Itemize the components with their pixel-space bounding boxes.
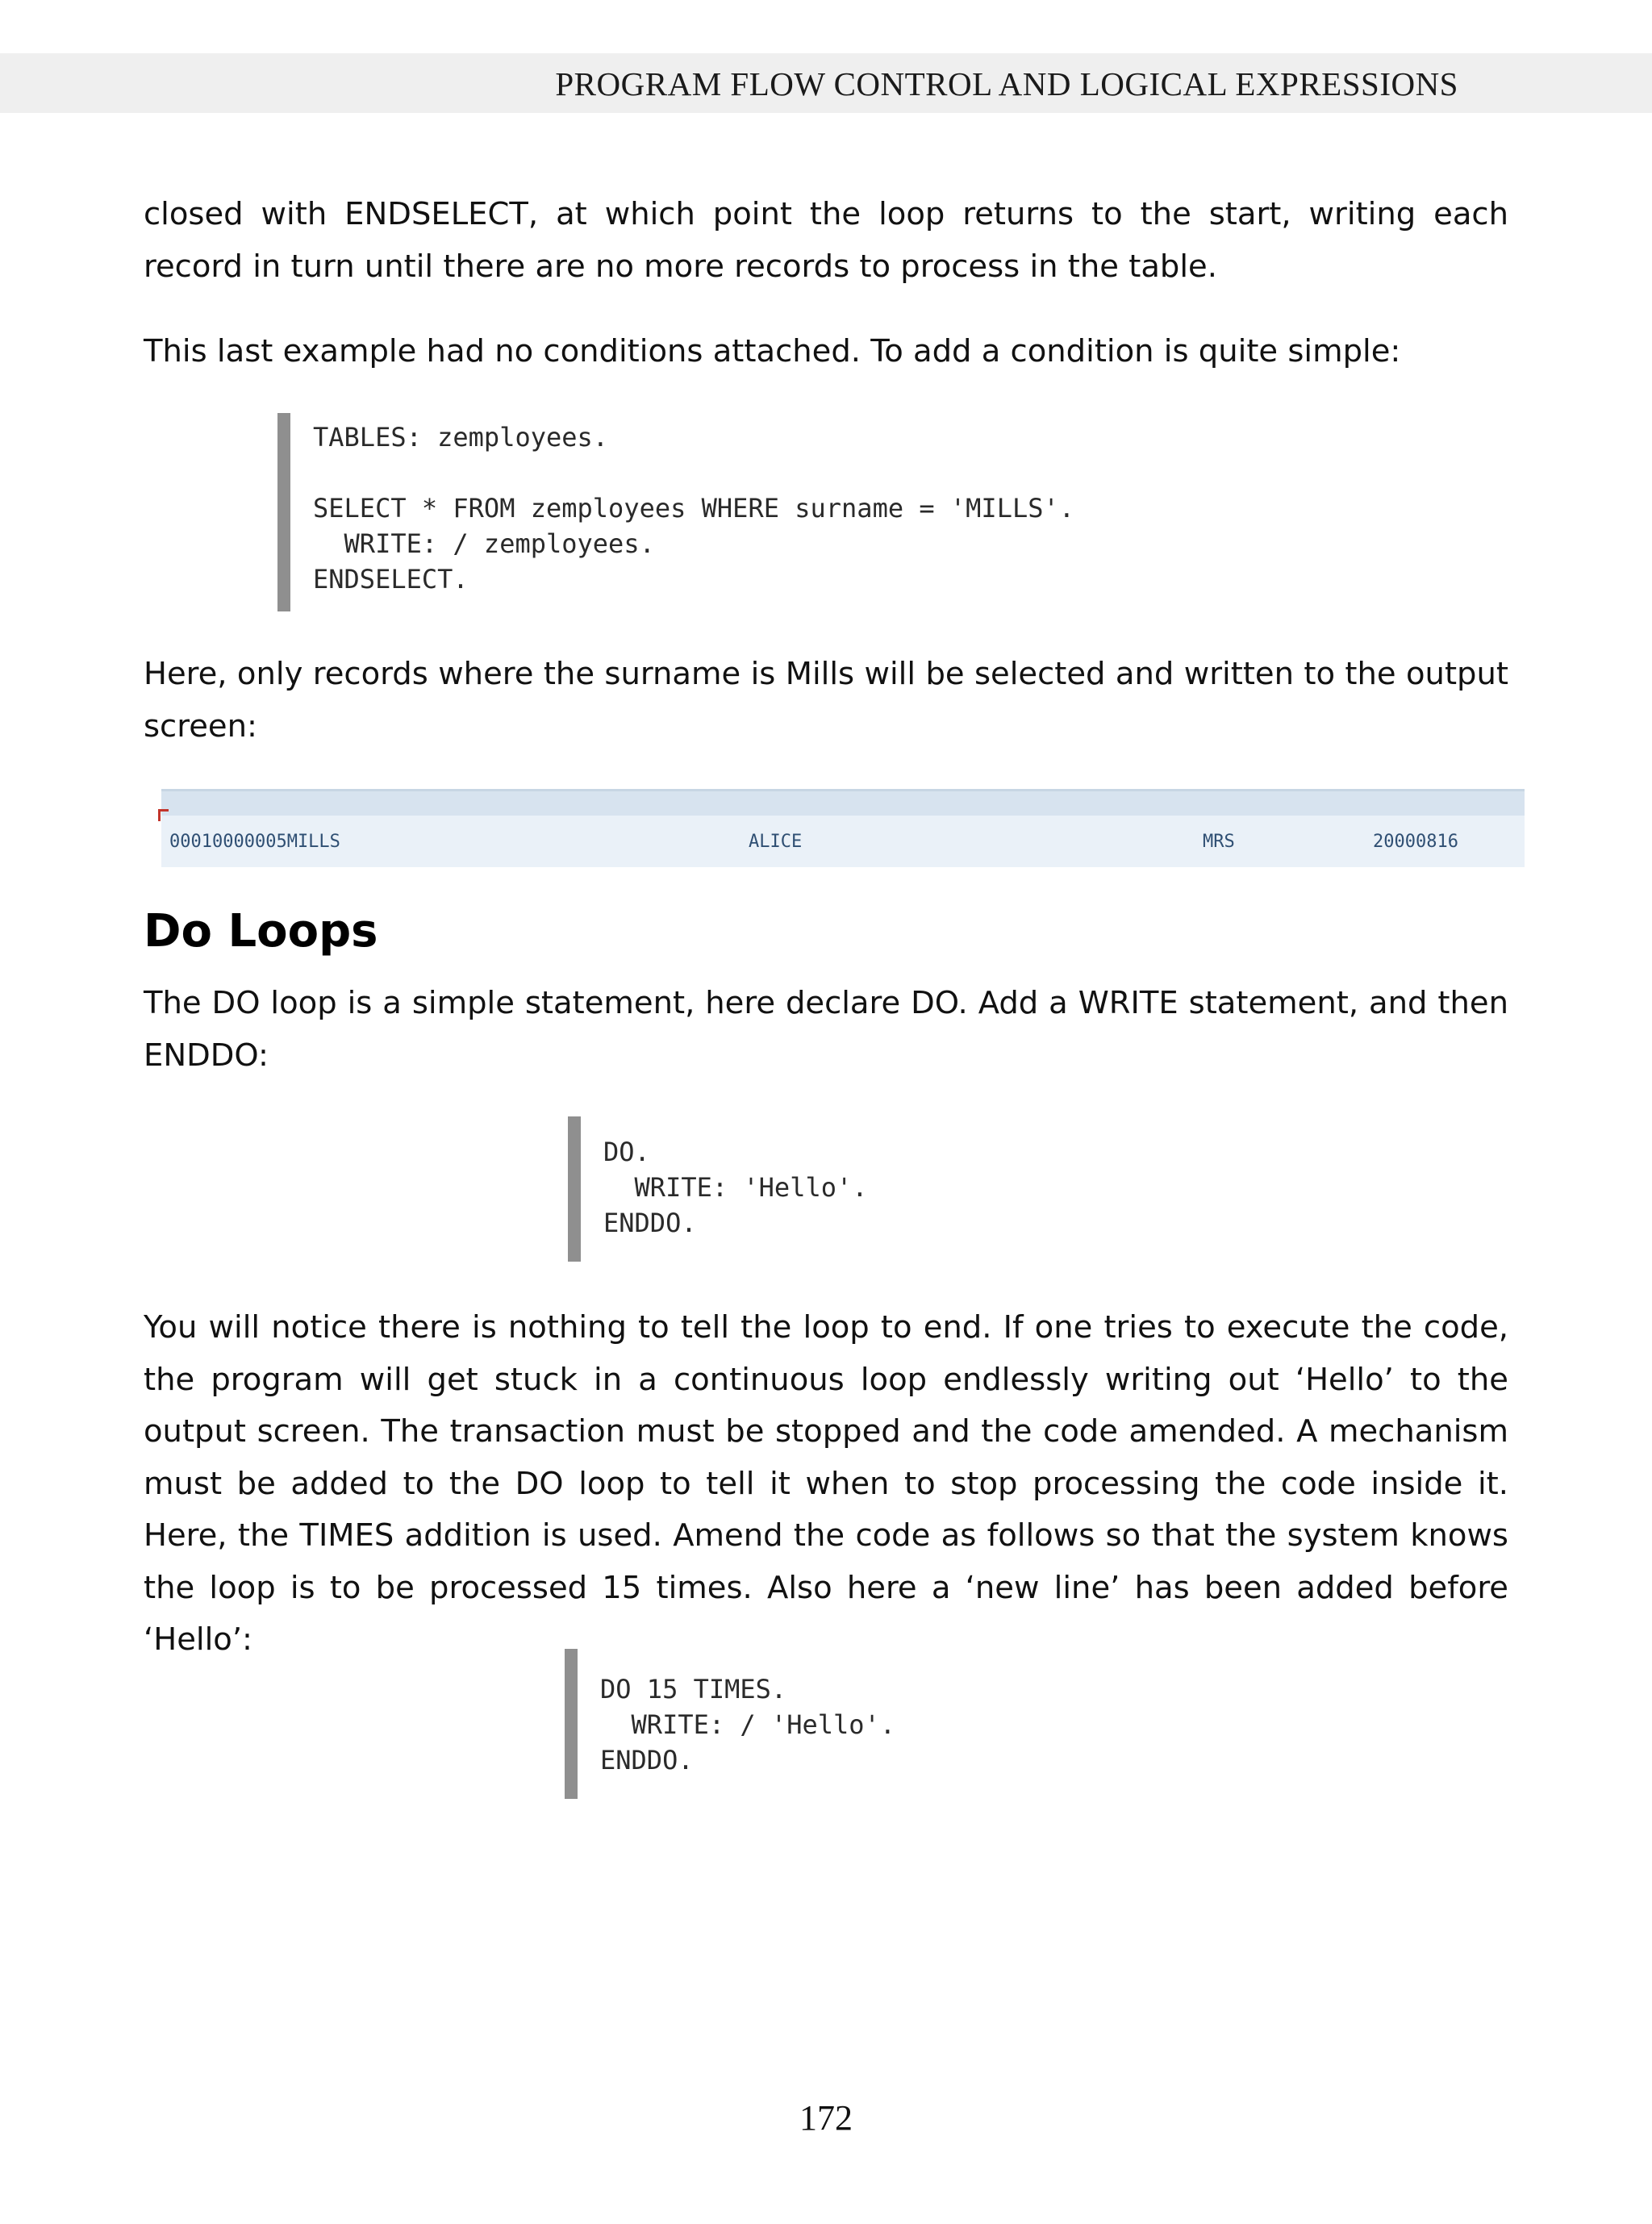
code-line: SELECT * FROM zemployees WHERE surname = 'MILLS'. <box>313 493 1075 524</box>
paragraph-condition-intro: This last example had no conditions attached. To add a condition is quite simple: <box>144 333 1401 369</box>
paragraph-endselect-explanation: closed with ENDSELECT, at which point the loop returns to the start, writing each record in turn until there are no more records to process in the table. <box>144 196 1508 285</box>
section-heading-do-loops: Do Loops <box>144 905 378 958</box>
paragraph-mills-output: Here, only records where the surname is Mills will be selected and written to the output screen: <box>144 656 1508 745</box>
output-record-date: 20000816 <box>1373 832 1458 852</box>
code-block-do-times <box>565 1649 895 1799</box>
code-line: WRITE: 'Hello'. <box>603 1172 868 1203</box>
running-header <box>0 53 1652 113</box>
page-number: 172 <box>799 2098 853 2138</box>
code-block-select-where <box>277 413 1074 611</box>
code-line: TABLES: zemployees. <box>313 422 609 453</box>
cursor-marker-icon <box>158 809 169 821</box>
output-screen-header-bar <box>161 791 1525 816</box>
output-record-title: MRS <box>1203 832 1235 852</box>
code-line <box>313 455 1074 490</box>
code-line: DO. <box>603 1137 650 1167</box>
output-record-id-surname: 00010000005MILLS <box>169 832 340 852</box>
paragraph-do-loop-intro: The DO loop is a simple statement, here declare DO. Add a WRITE statement, and then ENDDO: <box>144 985 1508 1074</box>
code-line: ENDDO. <box>603 1208 697 1238</box>
code-line: ENDSELECT. <box>313 564 469 595</box>
code-line: DO 15 TIMES. <box>600 1674 787 1705</box>
code-line: ENDDO. <box>600 1745 694 1775</box>
paragraph-infinite-loop-explanation: You will notice there is nothing to tell the loop to end. If one tries to execute the code, the program will get stuck in a continuous loop endlessly writing out ‘Hello’ to the output screen. The transaction must be stopped and the code amended. A mechanism must be added to the DO loop to tell it when to stop processing the code inside it. Here, the TIMES addition is used. Amend the code as follows so that the system knows the loop is to be processed 15 times. Also here a ‘new line’ has been added before ‘Hello’: <box>144 1309 1508 1658</box>
code-line: WRITE: / zemployees. <box>313 528 655 559</box>
running-header-title: PROGRAM FLOW CONTROL AND LOGICAL EXPRESSIONS <box>555 65 1458 102</box>
code-block-do <box>568 1116 868 1262</box>
code-line: WRITE: / 'Hello'. <box>600 1709 896 1740</box>
output-screen <box>161 789 1525 867</box>
output-record-forename: ALICE <box>749 832 803 852</box>
